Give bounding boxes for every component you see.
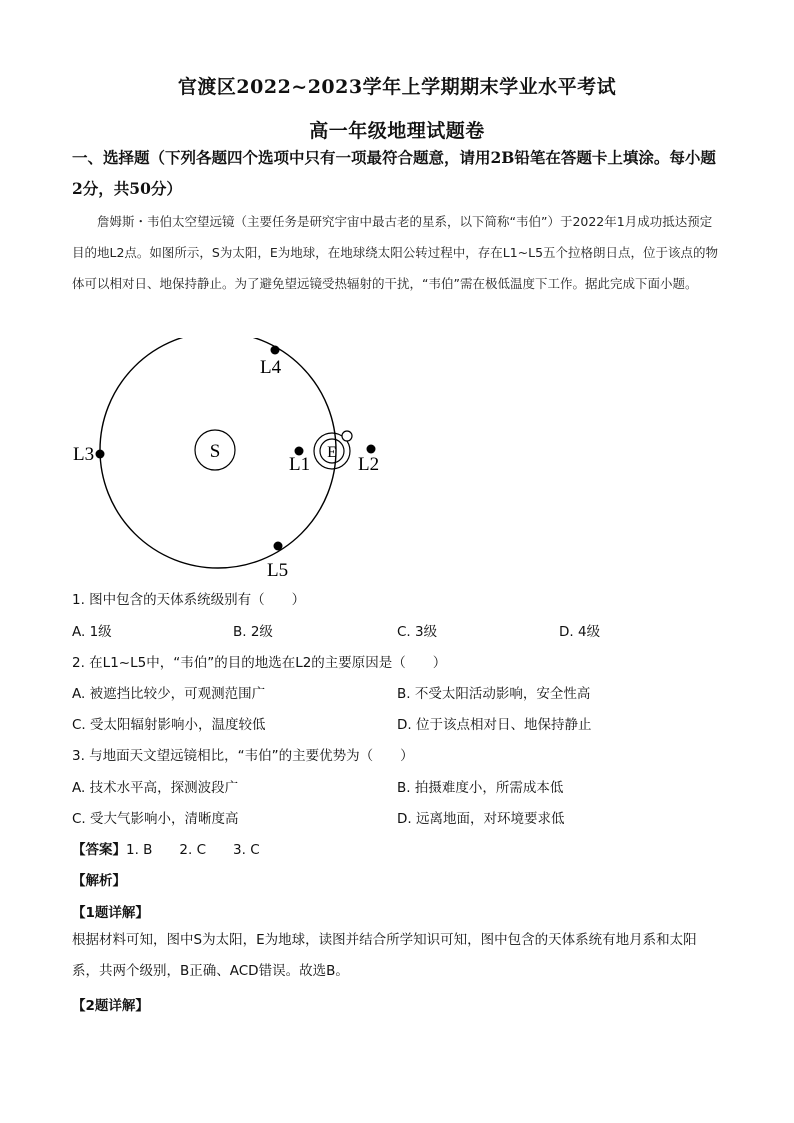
page-subtitle: 高一年级地理试题卷 [309,120,485,142]
answer-tag: 【答案】 [72,842,126,858]
detail-1-text: 根据材料可知，图中S为太阳，E为地球，读图并结合所学知识可知，图中包含的天体系统有地月系和太阳系，共两个级别，B正确、ACD错误。故选B。 [72,932,697,979]
l3-label: L3 [73,444,95,465]
answer-value: 1. B 2. C 3. C [126,842,260,858]
question-1-option-d: D. 4级 [559,624,601,640]
l4-label: L4 [260,357,282,378]
question-1-option-c: C. 3级 [397,624,438,640]
question-3-stem: 3. 与地面天文望远镜相比，“韦伯”的主要优势为（ ） [72,748,414,764]
l1-label: L1 [289,454,311,475]
passage-text: 詹姆斯・韦伯太空望远镜（主要任务是研究宇宙中最古老的星系，以下简称“韦伯”）于2022年1月成功抵达预定目的地L2点。如图所示，S为太阳，E为地球，在地球绕太阳公转过程中，存在L1~L5五个拉格朗日点，位于该点的物体可以相对日、地保持静止。为了避免望远镜受热辐射的干扰，“韦伯”需在极低温度下工作。据此完成下面小题。 [72,214,719,291]
question-1-option-b: B. 2级 [233,624,273,640]
l3-point [96,450,105,459]
section-heading: 一、选择题（下列各题四个选项中只有一项最符合题意，请用2B铅笔在答题卡上填涂。每小题2分，共50分） [72,148,716,198]
question-2-option-b: B. 不受太阳活动影响，安全性高 [397,686,591,702]
answer-line [72,838,260,858]
page-title: 官渡区2022~2023学年上学期期末学业水平考试 [177,76,617,98]
l2-label: L2 [358,454,380,475]
analysis-tag: 【解析】 [72,873,126,889]
l5-label: L5 [267,560,289,581]
question-2-option-c: C. 受太阳辐射影响小，温度较低 [72,717,266,733]
lagrange-diagram [60,338,380,588]
l5-point [274,542,283,551]
moon-circle [342,431,352,441]
question-3-option-c: C. 受大气影响小，清晰度高 [72,811,239,827]
l2-point [367,445,376,454]
question-3-option-a: A. 技术水平高，探测波段广 [72,780,239,796]
question-3-option-b: B. 拍摄难度小，所需成本低 [397,780,564,796]
detail-1-tag: 【1题详解】 [72,905,149,921]
question-2-option-d: D. 位于该点相对日、地保持静止 [397,717,592,733]
question-1-option-a: A. 1级 [72,624,112,640]
question-2-option-a: A. 被遮挡比较少，可观测范围广 [72,686,266,702]
detail-2-tag: 【2题详解】 [72,998,149,1014]
question-3-option-d: D. 远离地面，对环境要求低 [397,811,565,827]
l4-point [271,346,280,355]
sun-label: S [209,441,221,462]
question-1-stem: 1. 图中包含的天体系统级别有（ ） [72,592,306,608]
question-2-stem: 2. 在L1~L5中，“韦伯”的目的地选在L2的主要原因是（ ） [72,655,447,671]
earth-label: E [327,444,337,461]
